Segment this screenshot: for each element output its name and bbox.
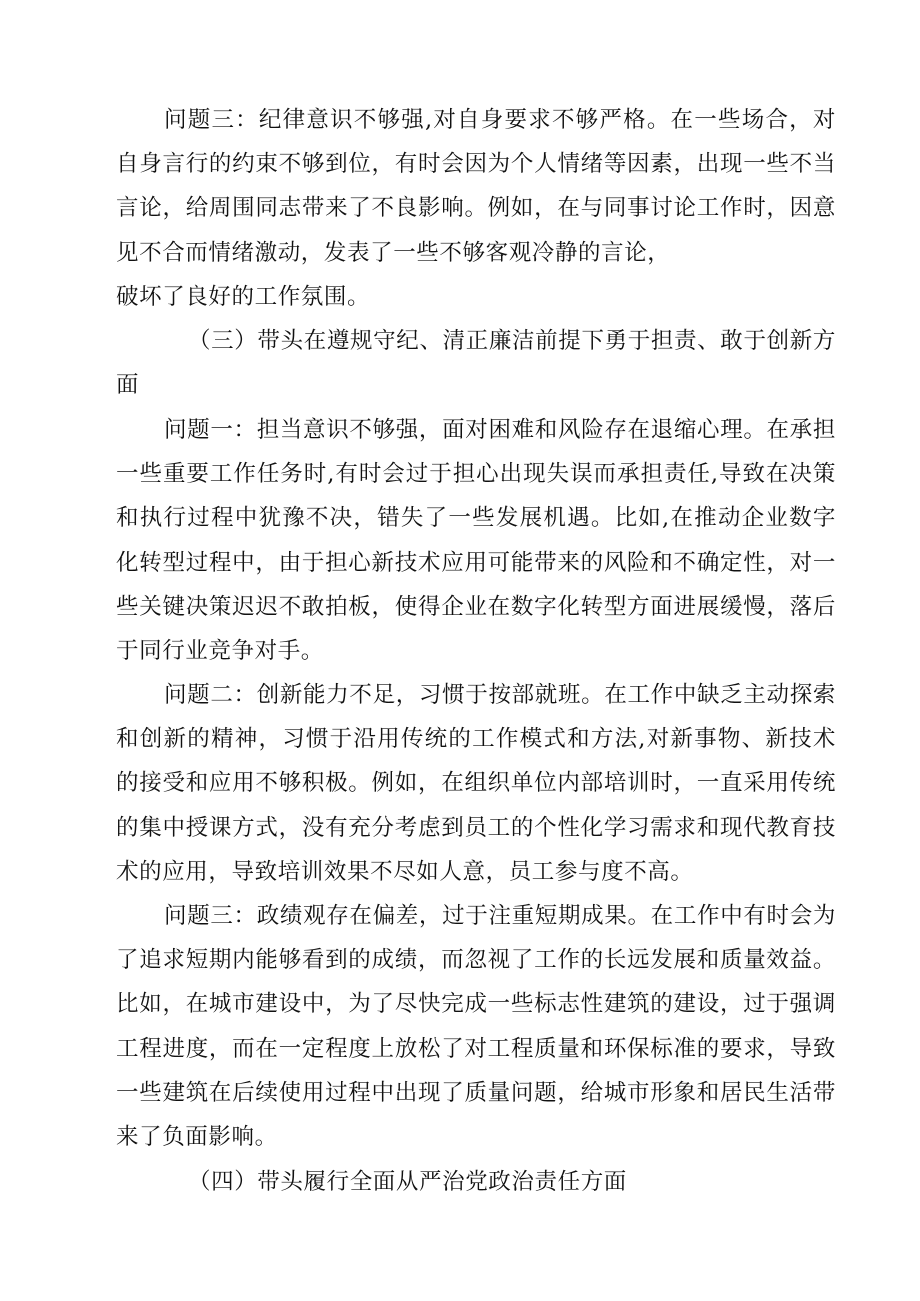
paragraph-discipline-awareness: 问题三：纪律意识不够强,对自身要求不够严格。在一些场合，对自身言行的约束不够到位，有时会因为个人情绪等因素，出现一些不当言论，给周围同志带来了不良影响。例如，在与同事讨论工作时，因意见不合而情绪激动，发表了一些不够客观冷静的言论， [116,107,836,266]
paragraph-performance-view: 问题三：政绩观存在偏差，过于注重短期成果。在工作中有时会为了追求短期内能够看到的成绩，而忽视了工作的长远发展和质量效益。比如，在城市建设中，为了尽快完成一些标志性建筑的建设，过于强调工程进度，而在一定程度上放松了对工程质量和环保标准的要求，导致一些建筑在后续使用过程中出现了质量问题，给城市形象和居民生活带来了负面影响。 [116,903,836,1151]
section-heading-three: （三）带头在遵规守纪、清正廉洁前提下勇于担责、敢于创新方面 [116,328,836,399]
paragraph-responsibility-awareness: 问题一：担当意识不够强，面对困难和风险存在退缩心理。在承担一些重要工作任务时,有时会过于担心出现失误而承担责任,导致在决策和执行过程中犹豫不决，错失了一些发展机遇。比如,在推动企业数字化转型过程中，由于担心新技术应用可能带来的风险和不确定性，对一些关键决策迟迟不敢拍板，使得企业在数字化转型方面进展缓慢，落后于同行业竞争对手。 [116,417,836,665]
paragraph-innovation-ability: 问题二：创新能力不足，习惯于按部就班。在工作中缺乏主动探索和创新的精神，习惯于沿用传统的工作模式和方法,对新事物、新技术的接受和应用不够积极。例如，在组织单位内部培训时，一直采用传统的集中授课方式，没有充分考虑到员工的个性化学习需求和现代教育技术的应用，导致培训效果不尽如人意，员工参与度不高。 [116,682,836,885]
section-heading-four: （四）带头履行全面从严治党政治责任方面 [188,1169,627,1195]
paragraph-discipline-awareness-continuation: 破坏了良好的工作氛围。 [116,284,371,310]
